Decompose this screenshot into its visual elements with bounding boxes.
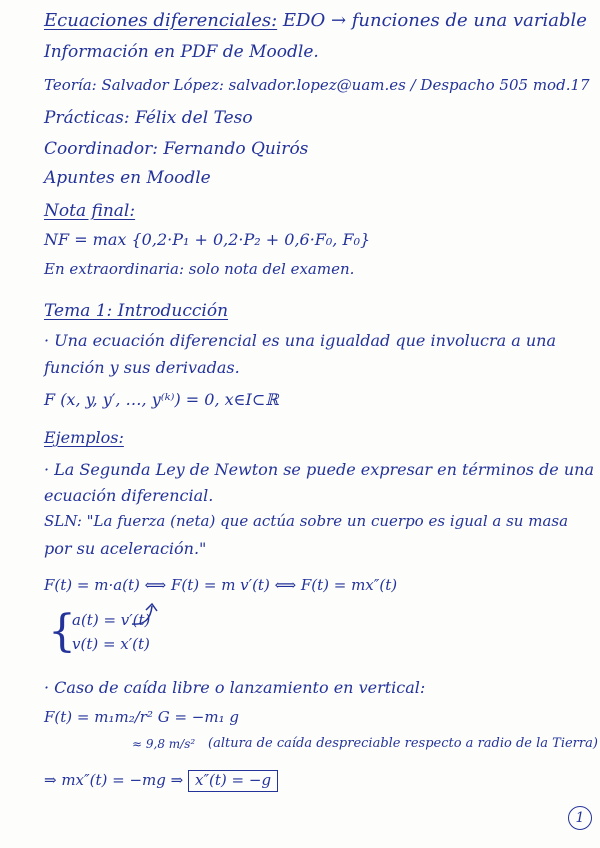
force-equation: F(t) = m·a(t) ⟺ F(t) = m v′(t) ⟺ F(t) = mx″(t) (44, 576, 398, 594)
tema-heading: Tema 1: Introducción (44, 301, 229, 321)
coordinador-line: Coordinador: Fernando Quirós (44, 139, 309, 159)
g-note: (altura de caída despreciable respecto a radio de la Tierra) (208, 736, 598, 751)
ejemplos-heading: Ejemplos: (44, 428, 124, 447)
apuntes-line: Apuntes en Moodle (44, 168, 211, 188)
nota-formula: NF = max {0,2·P₁ + 0,2·P₂ + 0,6·F₀, F₀} (44, 230, 371, 249)
tema-heading-line (44, 303, 228, 320)
system-line-1: a(t) = v′(t) (72, 611, 151, 629)
newton-line-2: ecuación diferencial. (44, 486, 214, 505)
definition-line-2: función y sus derivadas. (44, 358, 240, 377)
definition-formula: F (x, y, y′, …, y⁽ᵏ⁾) = 0, x∈I⊂ℝ (44, 390, 279, 409)
system-line-2: v(t) = x′(t) (72, 635, 150, 653)
result-box: x″(t) = −g (188, 770, 278, 792)
title-line (44, 12, 587, 30)
page-number: 1 (568, 806, 592, 830)
definition-line-1: · Una ecuación diferencial es una igualdad que involucra a una (44, 331, 557, 350)
result-lhs: ⇒ mx″(t) = −mg ⇒ (44, 771, 184, 789)
practicas-line: Prácticas: Félix del Teso (44, 108, 253, 128)
sln-line-2: por su aceleración." (44, 539, 207, 558)
result-line (44, 770, 278, 792)
newton-line-1: · La Segunda Ley de Newton se puede expresar en términos de una (44, 460, 594, 479)
system-brace: { (48, 606, 76, 657)
g-value: ≈ 9,8 m/s² (132, 737, 196, 751)
nota-extra: En extraordinaria: solo nota del examen. (44, 260, 355, 278)
teoria-line: Teoría: Salvador López: salvador.lopez@uam.es / Despacho 505 mod.17 (44, 76, 590, 94)
nota-heading: Nota final: (44, 201, 136, 221)
gravity-equation: F(t) = m₁m₂/r² G = −m₁ g (44, 708, 239, 726)
page-title: Ecuaciones diferenciales: (44, 10, 278, 31)
curved-arrow-icon (128, 600, 168, 630)
sln-line-1: SLN: "La fuerza (neta) que actúa sobre un cuerpo es igual a su masa (44, 512, 569, 530)
caida-line: · Caso de caída libre o lanzamiento en vertical: (44, 678, 426, 697)
page-subtitle: EDO → funciones de una variable (282, 10, 587, 31)
pdf-info-line: Información en PDF de Moodle. (44, 42, 319, 62)
